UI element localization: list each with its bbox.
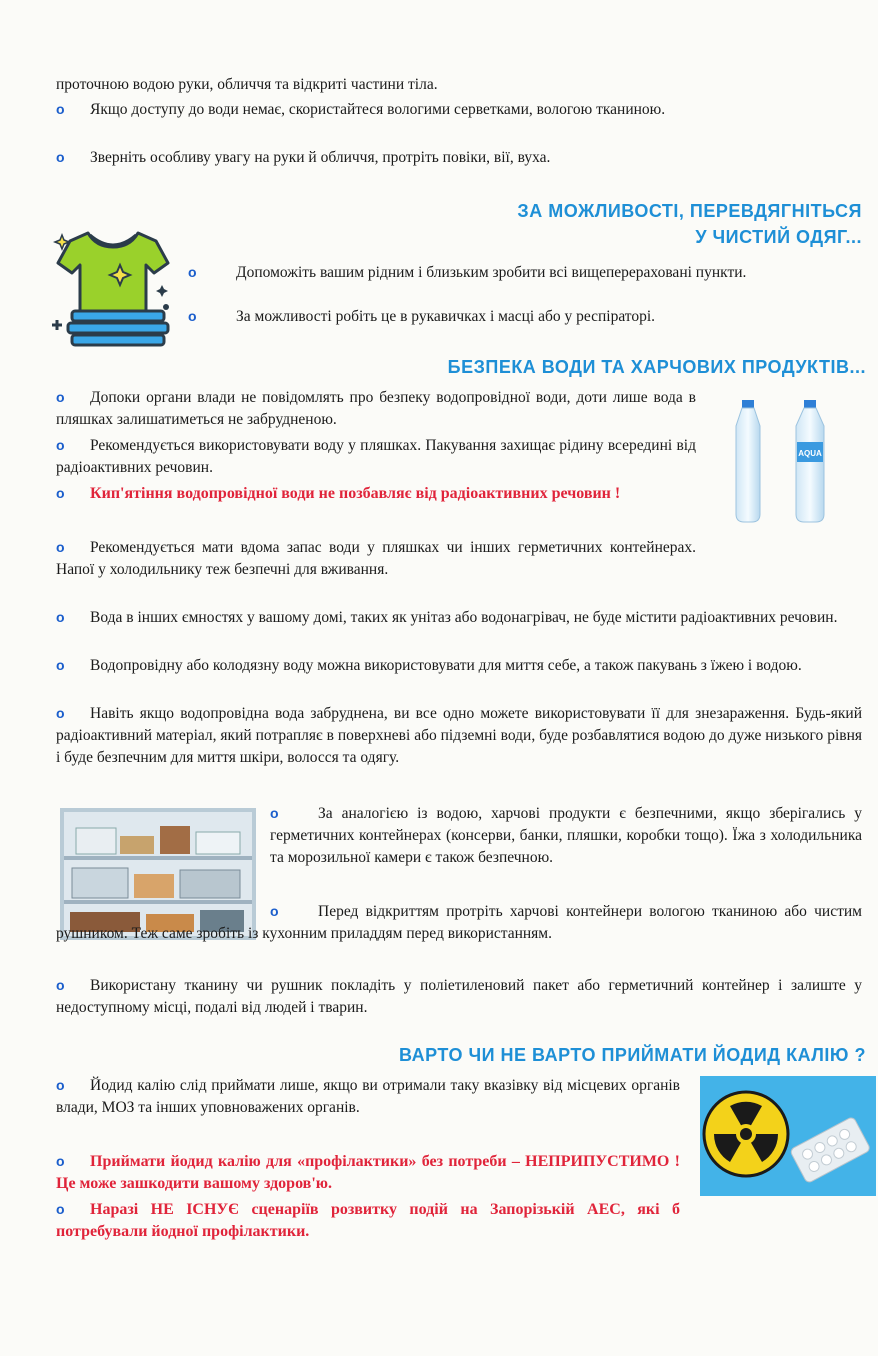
bullet-marker: o [56,539,65,555]
bullet-marker: o [56,657,65,673]
water-bullet-10-text: Використану тканину чи рушник покладіть у поліетиленовий пакет або герметичний контейнер і залиште у недоступному місці, подалі від людей і тварин. [56,977,862,1016]
bullet-marker: o [188,308,197,324]
bullet-marker: o [56,437,65,453]
bullet-marker: o [56,149,65,165]
iodide-bullet-1 [56,1074,680,1119]
iodide-bullet-3-warning [56,1198,680,1243]
tshirt-clean-icon [50,225,180,347]
bullet-marker: o [56,1077,65,1093]
water-bullet-7 [56,702,862,769]
iodide-bullet-2-warning [56,1150,680,1195]
clothes-bullet-2 [188,305,862,328]
water-bullet-1 [56,386,696,431]
section-clothes-heading-line1: ЗА МОЖЛИВОСТІ, ПЕРЕВДЯГНІТЬСЯ [517,201,862,221]
bullet-marker: o [270,903,279,919]
intro-bullet-2-text: Зверніть особливу увагу на руки й обличчя, протріть повіки, вії, вуха. [90,149,551,166]
water-bullet-5 [56,606,862,629]
water-bullet-6-text: Водопровідну або колодязну воду можна використовувати для миття себе, а також пакувань з їжею і водою. [90,657,802,674]
radiation-pills-photo [700,1076,876,1196]
water-bullet-2-text: Рекомендується використовувати воду у пляшках. Пакування захищає рідину всередині від радіоактивних речовин. [56,437,696,476]
bullet-marker: o [56,101,65,117]
intro-bullet-1 [56,98,862,121]
clothes-bullet-1-text: Допоможіть вашим рідним і близьким зробити всі вищеперераховані пункти. [236,264,747,281]
bullet-marker: o [56,609,65,625]
water-bottles-image [728,398,858,524]
water-bullet-8 [270,802,862,869]
bullet-marker: o [270,805,279,821]
water-bullet-7-text: Навіть якщо водопровідна вода забруднена, ви все одно можете використовувати її для знезараження. Будь-який радіоактивний матеріал, який потрапляє в поверхневі або підземні води, буде розбавлятися водою до дуже низького рівня і буде безпечним для миття шкіри, волосся та одягу. [56,705,862,766]
intro-bullet-2 [56,146,862,169]
water-bullet-3-warning [56,482,696,505]
water-bullet-1-text: Допоки органи влади не повідомлять про безпеку водопровідної води, доти лише вода в пляшках залишатиметься не забрудненою. [56,389,696,428]
iodide-bullet-1-text: Йодид калію слід приймати лише, якщо ви отримали таку вказівку від місцевих органів влади, МОЗ та інших уповноважених органів. [56,1077,680,1116]
intro-bullet-1-text: Якщо доступу до води немає, скористайтеся вологими серветками, вологою тканиною. [90,101,666,118]
section-clothes-heading-line2: У ЧИСТИЙ ОДЯГ... [695,227,862,247]
water-bullet-9-text: Перед відкриттям протріть харчові контейнери вологою тканиною або чистим рушником. Теж саме зробіть із кухонним приладдям перед використанням. [56,903,862,942]
bullet-marker: o [188,264,197,280]
water-bullet-5-text: Вода в інших ємностях у вашому домі, таких як унітаз або водонагрівач, не буде містити радіоактивних речовин. [90,609,838,626]
water-bullet-3-text: Кип'ятіння водопровідної води не позбавляє від радіоактивних речовин ! [90,485,621,502]
bullet-marker: o [56,485,65,501]
bullet-marker: o [56,1153,65,1169]
water-bullet-6 [56,654,862,677]
intro-line: проточною водою руки, обличчя та відкриті частини тіла. [56,76,438,93]
water-bullet-2 [56,434,696,479]
bullet-marker: o [56,705,65,721]
clothes-bullet-2-text: За можливості робіть це в рукавичках і масці або у респіраторі. [236,308,656,325]
iodide-bullet-2-text: Приймати йодид калію для «профілактики» без потреби – НЕПРИПУСТИМО ! Це може зашкодити вашому здоров'ю. [56,1153,680,1192]
section-water-heading: БЕЗПЕКА ВОДИ ТА ХАРЧОВИХ ПРОДУКТІВ... [447,357,866,377]
clothes-bullet-1 [188,261,862,284]
water-bullet-9 [56,900,862,945]
water-bullet-4-text: Рекомендується мати вдома запас води у пляшках чи інших герметичних контейнерах. Напої у холодильнику теж безпечні для вживання. [56,539,696,578]
water-bullet-8-text: За аналогією із водою, харчові продукти є безпечними, якщо зберігались у герметичних контейнерах (консерви, банки, пляшки, коробки тощо). Їжа з холодильника та морозильної камери є також безпечною. [270,805,862,866]
bullet-marker: o [56,1201,65,1217]
water-bullet-10 [56,974,862,1019]
bottle-label: AQUA [798,449,822,458]
water-bullet-4 [56,536,696,581]
section-clothes-heading [262,198,862,250]
iodide-bullet-3-text: Наразі НЕ ІСНУЄ сценаріїв розвитку подій на Запорізькій АЕС, які б потребували йодної профілактики. [56,1201,680,1240]
bullet-marker: o [56,389,65,405]
bullet-marker: o [56,977,65,993]
section-iodide-heading: ВАРТО ЧИ НЕ ВАРТО ПРИЙМАТИ ЙОДИД КАЛІЮ ? [399,1045,866,1065]
